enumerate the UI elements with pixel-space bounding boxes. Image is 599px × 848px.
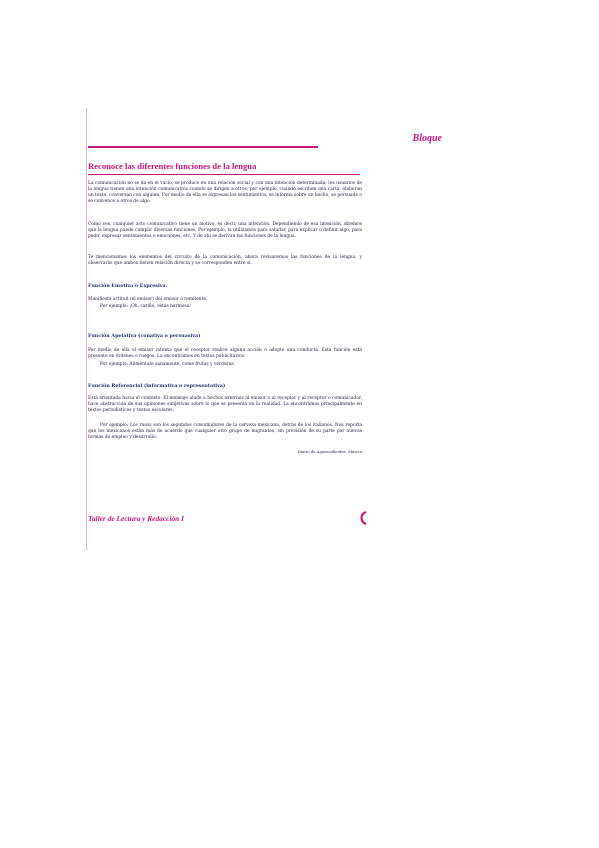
section-heading-emotiva: Función Emotiva o Expresiva. bbox=[88, 283, 168, 289]
section-text-referencial: Está orientada hacia el contexto. El mensaje alude a hechos externos al emisor o al receptor y al receptor o comunicador, hace abstracción de sus opiniones subjetivas sobre lo que se presenta en la realidad. La encontramos principalmente en textos periodísticos y textos escolares. bbox=[88, 396, 362, 414]
section-title: Bloque bbox=[412, 133, 442, 144]
intro-paragraph-3: Te mencionamos los elementos del circuito de la comunicación, ahora revisaremos las funciones de la lengua, y observarás que ambos tienen relación directa y se corresponden entre sí. bbox=[88, 255, 362, 267]
book-title: Taller de Lectura y Redacción I bbox=[88, 514, 184, 523]
margin-rule bbox=[86, 108, 87, 550]
section-heading-referencial: Función Referencial (informativa o representativa) bbox=[88, 383, 226, 389]
title-rule bbox=[88, 174, 360, 175]
section-text-apelativa: Por medio de ella el emisor intenta que el receptor realice alguna acción o adopte una conducta. Esta función está presente en órdenes o ruegos. La encontramos en textos publicitarios. bbox=[88, 348, 362, 360]
section-heading-apelativa: Función Apelativa (conativa o persuasiva) bbox=[88, 333, 201, 339]
section-example-referencial: Por ejemplo: Los rusos son los segundos consumidores de la cerveza mexicana, detrás de los italianos. Nos reporta que los mexicanos están más de acuerdo que cualquier otro grupo de migrantes, sin previsión de su parte por nuevas formas de empleo y desarrollo. bbox=[88, 423, 362, 441]
intro-paragraph-2: Como ves, cualquier acto comunicativo tiene un motivo, es decir, una intención. Dependiendo de esa intención, diremos que la lengua puede cumplir diversas funciones. Por ejemplo, la utilizamos para saludar, para explicar o definir algo, para pedir, expresar sentimientos o emociones, etc. Y de ahí se derivan las funciones de la lengua. bbox=[88, 222, 362, 240]
page-title: Reconoce las diferentes funciones de la lengua bbox=[88, 161, 257, 171]
section-text-emotiva: Manifiesta actitud (el emisor) del emisor o remitente. bbox=[88, 297, 208, 302]
section-example-emotiva: Por ejemplo: ¡Oh, cariño, estás hermosa! bbox=[100, 304, 192, 309]
section-example-apelativa: Por ejemplo: Aliméntate sanamente, come frutas y verduras. bbox=[100, 362, 236, 367]
source-note: Diario de Aguascalientes, México bbox=[297, 449, 362, 454]
header-rule bbox=[88, 146, 318, 148]
page-corner-icon bbox=[357, 510, 369, 524]
intro-paragraph-1: La comunicación no se da en el vacío, se produce en una relación social y con una intención determinada; los usuarios de la lengua tienen una intención comunicativa cuando se dirigen a otros; por ejemplo, cuando escriben una carta, elaboran un texto, conversan con alguien. Por medio de ella se expresan los sentimientos, se informa sobre un hecho, se persuade o se convence a otros de algo. bbox=[88, 181, 362, 205]
